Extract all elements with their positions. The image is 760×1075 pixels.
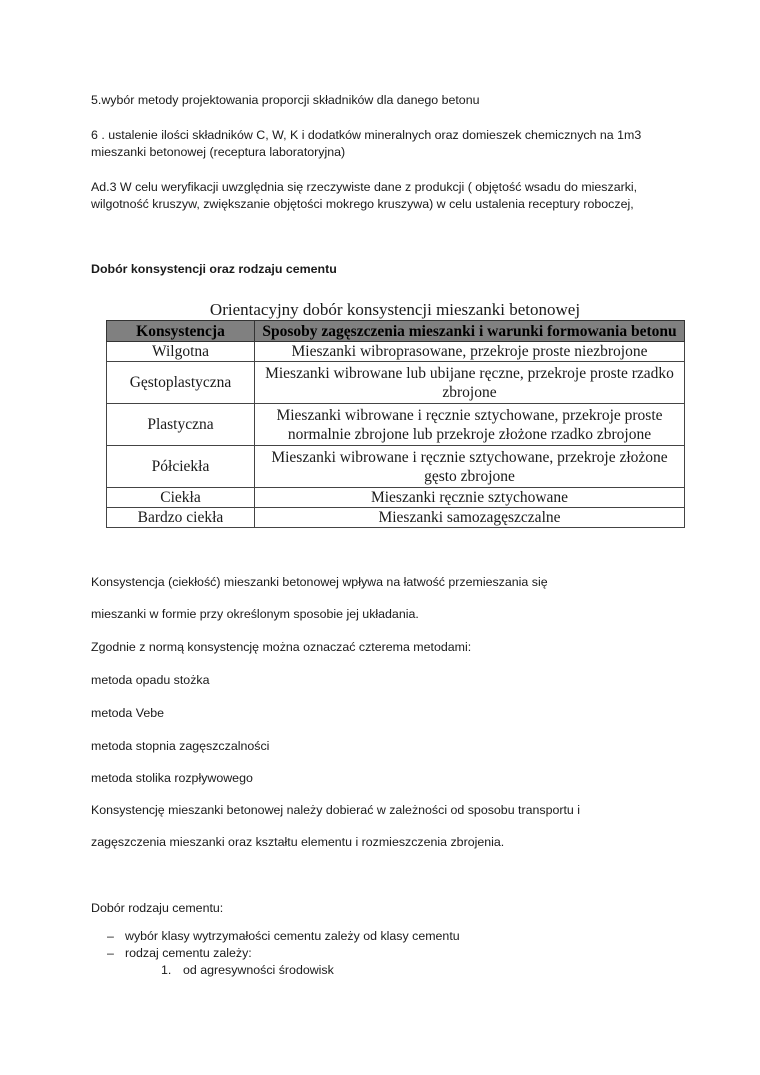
list-number: 1. <box>161 963 172 977</box>
paragraph-step-5: 5.wybór metody projektowania proporcji składników dla danego betonu <box>91 93 480 107</box>
table-row <box>107 362 685 404</box>
cell-sposob: Mieszanki wibrowane i ręcznie sztychowane, przekroje złożone gęsto zbrojone <box>255 446 685 488</box>
table-title: Orientacyjny dobór konsystencji mieszanki betonowej <box>209 300 581 319</box>
cell-konsystencja: Plastyczna <box>107 404 255 446</box>
method-vebe: metoda Vebe <box>91 706 165 720</box>
table-header-row <box>107 321 685 342</box>
cell-konsystencja: Gęstoplastyczna <box>107 362 255 404</box>
table-row <box>107 404 685 446</box>
paragraph-ad3-line2: wilgotność kruszyw, zwiększanie objętości mokrego kruszywa) w celu ustalenia receptury roboczej, <box>91 197 634 211</box>
method-cone-slump: metoda opadu stożka <box>91 673 210 687</box>
consistency-table-figure <box>106 300 684 528</box>
paragraph-ad3-line1: Ad.3 W celu weryfikacji uwzględnia się rzeczywiste dane z produkcji ( objętość wsadu do mieszarki, <box>91 180 638 194</box>
cement-heading: Dobór rodzaju cementu: <box>91 901 224 915</box>
list-item-text: wybór klasy wytrzymałości cementu zależy od klasy cementu <box>125 929 460 943</box>
method-flow-table: metoda stolika rozpływowego <box>91 771 253 785</box>
list-item <box>107 945 460 979</box>
table-row <box>107 488 685 508</box>
cement-bullet-list <box>107 928 460 979</box>
paragraph-step-6-line2: mieszanki betonowej (receptura laboratoryjna) <box>91 145 346 159</box>
header-konsystencja: Konsystencja <box>107 321 255 342</box>
cell-sposob: Mieszanki ręcznie sztychowane <box>255 488 685 508</box>
dash-bullet-icon: – <box>107 946 114 960</box>
list-item <box>107 928 460 945</box>
method-compaction-degree: metoda stopnia zagęszczalności <box>91 739 270 753</box>
section-heading-consistency-cement: Dobór konsystencji oraz rodzaju cementu <box>91 262 337 276</box>
cell-konsystencja: Wilgotna <box>107 342 255 362</box>
body-line-3: Zgodnie z normą konsystencję można oznaczać czterema metodami: <box>91 640 472 654</box>
cell-sposob: Mieszanki wibrowane i ręcznie sztychowane, przekroje proste normalnie zbrojone lub przekroje złożone rzadko zbrojone <box>255 404 685 446</box>
header-sposoby: Sposoby zagęszczenia mieszanki i warunki formowania betonu <box>255 321 685 342</box>
list-item-text: rodzaj cementu zależy: <box>125 946 252 960</box>
cell-konsystencja: Półciekła <box>107 446 255 488</box>
body-line-1: Konsystencja (ciekłość) mieszanki betonowej wpływa na łatwość przemieszania się <box>91 575 548 589</box>
table-row <box>107 342 685 362</box>
table-row <box>107 508 685 528</box>
cell-konsystencja: Bardzo ciekła <box>107 508 255 528</box>
cement-sub-list <box>125 962 460 979</box>
list-item-text: od agresywności środowisk <box>183 963 334 977</box>
body-line-4: Konsystencję mieszanki betonowej należy dobierać w zależności od sposobu transportu i <box>91 803 581 817</box>
list-item <box>125 962 460 979</box>
cell-sposob: Mieszanki wibrowane lub ubijane ręczne, przekroje proste rzadko zbrojone <box>255 362 685 404</box>
consistency-table <box>106 320 685 528</box>
dash-bullet-icon: – <box>107 929 114 943</box>
cell-sposob: Mieszanki wibroprasowane, przekroje proste niezbrojone <box>255 342 685 362</box>
body-line-2: mieszanki w formie przy określonym sposobie jej układania. <box>91 607 419 621</box>
cell-konsystencja: Ciekła <box>107 488 255 508</box>
paragraph-step-6-line1: 6 . ustalenie ilości składników C, W, K i dodatków mineralnych oraz domieszek chemicznych na 1m3 <box>91 128 642 142</box>
table-row <box>107 446 685 488</box>
body-line-5: zagęszczenia mieszanki oraz kształtu elementu i rozmieszczenia zbrojenia. <box>91 835 505 849</box>
cell-sposob: Mieszanki samozagęszczalne <box>255 508 685 528</box>
